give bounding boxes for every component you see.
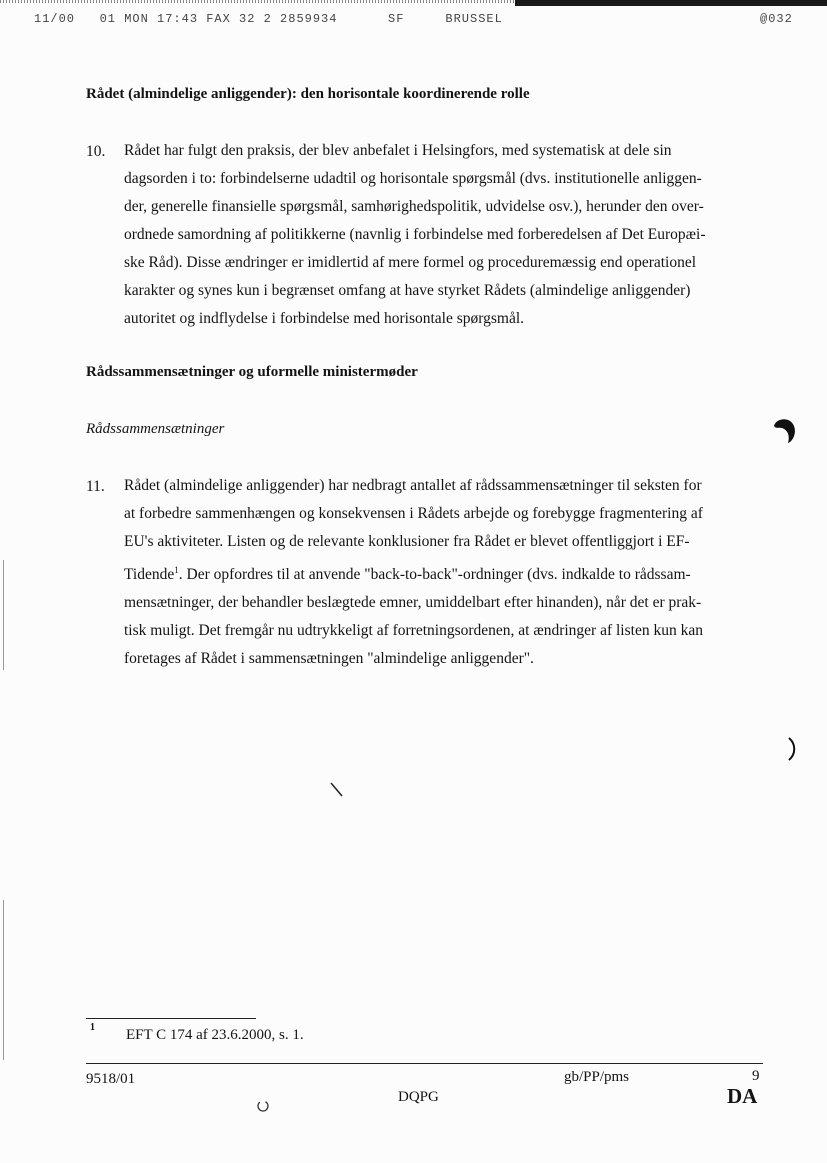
paragraph-line-end: . Der opfordres til at anvende "back-to-back"-ordninger (dvs. indkalde to rådssam- bbox=[178, 566, 691, 584]
page-number: 9 bbox=[752, 1068, 760, 1084]
paragraph-line: karakter og synes kun i begrænset omfang at have styrket Rådets (almindelige anliggender) bbox=[124, 282, 691, 299]
paragraph-line-start: Tidende bbox=[124, 566, 175, 584]
paragraph-line: EU's aktiviteter. Listen og de relevante konklusioner fra Rådet er blevet offentliggjort i EF- bbox=[124, 533, 690, 550]
scan-circle-mark bbox=[255, 1098, 271, 1114]
paragraph-line bbox=[124, 556, 756, 589]
paragraph-line: dagsorden i to: forbindelserne udadtil og horisontale spørgsmål (dvs. institutionelle anliggen- bbox=[124, 170, 702, 187]
paragraph-line: autoritet og indflydelse i forbindelse med horisontale spørgsmål. bbox=[124, 310, 525, 327]
document-number: 9518/01 bbox=[86, 1071, 136, 1087]
unit-code: DQPG bbox=[398, 1089, 439, 1105]
fax-black-bar bbox=[515, 0, 827, 6]
footnote-marker: 1 bbox=[90, 1022, 95, 1033]
fax-header bbox=[0, 0, 827, 26]
section-heading-coordinating-role: Rådet (almindelige anliggender): den horisontale koordinerende rolle bbox=[86, 86, 530, 102]
subheading-formations: Rådssammensætninger bbox=[86, 421, 225, 437]
paragraph-line: mensætninger, der behandler beslægtede emner, umiddelbart efter hinanden), når det er prak- bbox=[124, 594, 702, 612]
paragraph-line: der, generelle finansielle spørgsmål, samhørighedspolitik, udvidelse osv.), herunder den over- bbox=[124, 198, 704, 215]
scan-blot-mark bbox=[770, 416, 798, 444]
paragraph-body bbox=[124, 137, 756, 333]
paragraph-line: Rådet har fulgt den praksis, der blev anbefalet i Helsingfors, med systematisk at dele sin bbox=[124, 142, 672, 159]
scan-bracket-mark bbox=[786, 736, 798, 762]
paragraph-body bbox=[124, 472, 756, 673]
footnote-rule bbox=[86, 1018, 256, 1019]
paragraph-line: tisk muligt. Det fremgår nu udtrykkeligt af forretningsordenen, at ændringer af listen kun kan bbox=[124, 622, 703, 640]
paragraph-number: 10. bbox=[86, 143, 106, 160]
footnote-reference[interactable]: 1 bbox=[174, 565, 179, 575]
language-code: DA bbox=[727, 1084, 758, 1108]
paragraph-number: 11. bbox=[86, 478, 105, 495]
scan-edge-line bbox=[3, 900, 4, 1060]
author-initials: gb/PP/pms bbox=[564, 1069, 630, 1085]
paragraph-line: foretages af Rådet i sammensætningen "almindelige anliggender". bbox=[124, 650, 534, 668]
paragraph-line: at forbedre sammenhængen og konsekvensen i Rådets arbejde og forebygge fragmentering af bbox=[124, 505, 703, 522]
paragraph-line: Rådet (almindelige anliggender) har nedbragt antallet af rådssammensætninger til seksten for bbox=[124, 477, 702, 494]
section-heading-formations: Rådssammensætninger og uformelle ministermøder bbox=[86, 364, 418, 380]
paragraph-line: ordnede samordning af politikkerne (navnlig i forbindelse med forberedelsen af Det Europæi- bbox=[124, 226, 706, 243]
footer-rule bbox=[86, 1063, 763, 1064]
paragraph-line: ske Råd). Disse ændringer er imidlertid af mere formel og proceduremæssig end operationel bbox=[124, 254, 697, 271]
fax-header-right: @032 bbox=[760, 12, 793, 26]
fax-header-left: 11/00 01 MON 17:43 FAX 32 2 2859934 bbox=[34, 12, 338, 26]
scan-edge-line bbox=[3, 560, 4, 670]
fax-header-middle: SF BRUSSEL bbox=[388, 12, 503, 26]
footnote-text: EFT C 174 af 23.6.2000, s. 1. bbox=[126, 1027, 304, 1043]
scan-stroke-mark bbox=[330, 782, 344, 798]
